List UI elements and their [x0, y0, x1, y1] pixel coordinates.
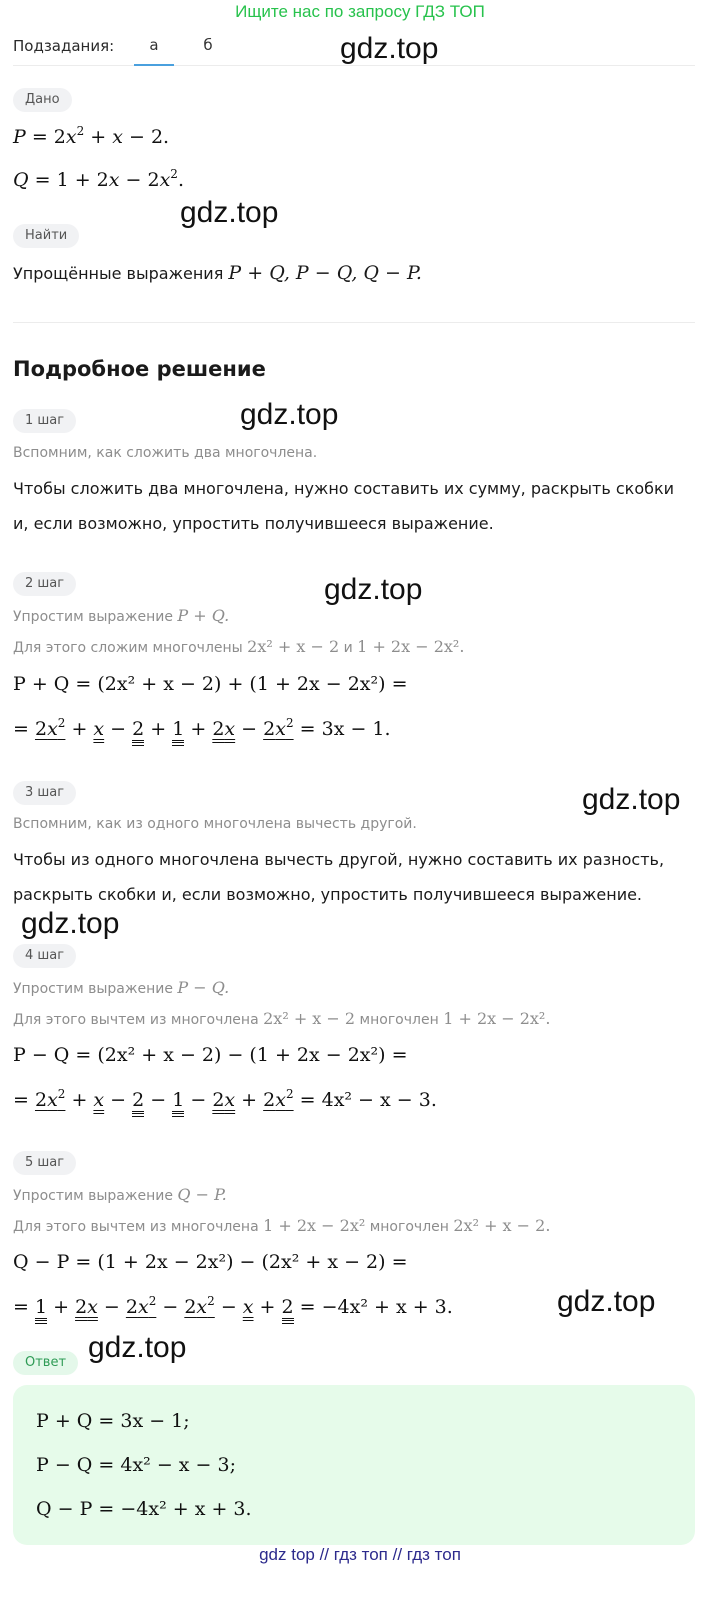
step-5-hint2 [13, 1216, 550, 1235]
step-5-hint2-m2: 2x² + x − 2. [453, 1216, 551, 1235]
watermark: gdz.top [240, 398, 339, 431]
step-1-hint: Вспомним, как сложить два многочлена. [13, 445, 318, 461]
step-5-hint-text: Упростим выражение [13, 1188, 173, 1204]
step-5-hint2-and: многочлен [369, 1219, 449, 1235]
watermark: gdz.top [557, 1285, 656, 1318]
step-2-hint-math: P + Q. [177, 606, 230, 625]
step-5-hint2-m1: 1 + 2x − 2x² [263, 1216, 366, 1235]
watermark: gdz.top [340, 32, 439, 65]
step-3-hint: Вспомним, как из одного многочлена вычесть другой. [13, 816, 417, 832]
step-4-hint2-text: Для этого вычтем из многочлена [13, 1012, 259, 1028]
step-2-eq1: P + Q = (2x² + x − 2) + (1 + 2x − 2x²) = [13, 673, 408, 695]
step-2-hint2-text: Для этого сложим многочлены [13, 640, 243, 656]
search-banner: Ищите нас по запросу ГДЗ ТОП [235, 2, 485, 21]
tab-a[interactable]: а [134, 36, 174, 66]
step-4-hint [13, 978, 229, 997]
step-3-line2: раскрыть скобки и, если возможно, упростить получившееся выражение. [13, 885, 643, 904]
answer-2: P − Q = 4x² − x − 3; [36, 1454, 236, 1476]
divider [13, 322, 695, 323]
step-2-hint2 [13, 637, 464, 656]
solution-title: Подробное решение [13, 357, 266, 381]
step-2-hint2-and: и [343, 640, 353, 656]
step-2-hint2-m2: 1 + 2x − 2x². [357, 637, 465, 656]
step-2-hint2-m1: 2x² + x − 2 [247, 637, 340, 656]
footer-links[interactable]: gdz top // гдз топ // гдз топ [259, 1545, 461, 1564]
step-1-pill: 1 шаг [13, 409, 76, 433]
step-1-line2: и, если возможно, упростить получившееся выражение. [13, 514, 494, 533]
step-5-eq2: = $1 + 2x - 2x^2 - 2x^2 - x + 2 = -4x^2 + x + 3$. [13, 1294, 453, 1318]
step-4-eq2: = $2x^2 + x - 2 - 1 - 2x + 2x^2 = 4x^2 - x - 3$. [13, 1087, 437, 1111]
step-2-hint [13, 606, 229, 625]
find-text [13, 262, 422, 284]
step-4-result: = 4x² − x − 3. [299, 1089, 437, 1111]
step-4-hint2-and: многочлен [359, 1012, 439, 1028]
step-4-hint2 [13, 1009, 550, 1028]
answer-pill: Ответ [13, 1351, 78, 1375]
given-p: $P = 2x^2 + x - 2$. [13, 124, 170, 148]
watermark: gdz.top [582, 783, 681, 816]
step-4-hint-text: Упростим выражение [13, 981, 173, 997]
step-4-hint2-m1: 2x² + x − 2 [263, 1009, 356, 1028]
step-5-hint [13, 1185, 227, 1204]
step-2-hint-text: Упростим выражение [13, 609, 173, 625]
watermark: gdz.top [21, 907, 120, 940]
given-q: $Q = 1 + 2x - 2x^2$. [13, 167, 184, 191]
step-4-hint2-m2: 1 + 2x − 2x². [443, 1009, 551, 1028]
watermark: gdz.top [180, 196, 279, 229]
step-5-pill: 5 шаг [13, 1151, 76, 1175]
step-2-eq2: = $2x^2 + x - 2 + 1 + 2x - 2x^2 = 3x - 1$. [13, 716, 391, 740]
subtasks-label: Подзадания: [13, 37, 115, 55]
find-label: Упрощённые выражения [13, 264, 224, 283]
tab-b[interactable]: б [203, 36, 213, 54]
answer-3: Q − P = −4x² + x + 3. [36, 1498, 252, 1520]
step-3-pill: 3 шаг [13, 781, 76, 805]
answer-1: P + Q = 3x − 1; [36, 1410, 190, 1432]
step-4-eq1: P − Q = (2x² + x − 2) − (1 + 2x − 2x²) = [13, 1044, 408, 1066]
find-expr: P + Q, P − Q, Q − P. [228, 262, 422, 284]
step-5-result: = −4x² + x + 3. [299, 1296, 453, 1318]
step-1-line1: Чтобы сложить два многочлена, нужно составить их сумму, раскрыть скобки [13, 479, 675, 498]
step-5-eq1: Q − P = (1 + 2x − 2x²) − (2x² + x − 2) = [13, 1251, 408, 1273]
watermark: gdz.top [324, 573, 423, 606]
step-4-hint-math: P − Q. [177, 978, 230, 997]
step-2-pill: 2 шаг [13, 572, 76, 596]
given-pill: Дано [13, 88, 72, 112]
step-2-result: = 3x − 1. [299, 718, 391, 740]
step-4-pill: 4 шаг [13, 944, 76, 968]
find-pill: Найти [13, 224, 79, 248]
watermark: gdz.top [88, 1331, 187, 1364]
step-5-hint2-text: Для этого вычтем из многочлена [13, 1219, 259, 1235]
step-3-line1: Чтобы из одного многочлена вычесть другой, нужно составить их разность, [13, 850, 665, 869]
step-5-hint-math: Q − P. [177, 1185, 227, 1204]
